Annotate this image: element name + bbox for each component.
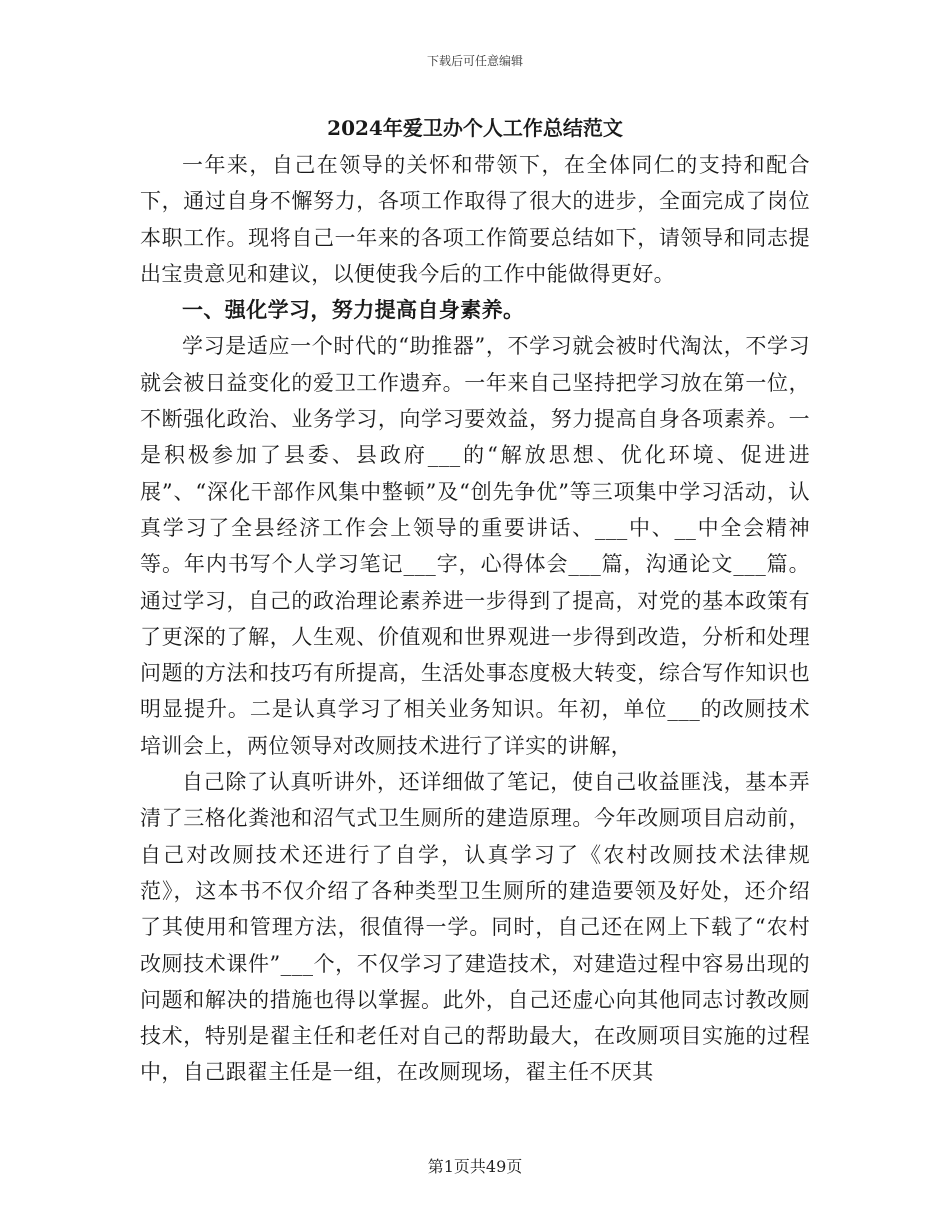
body-paragraph: 自己除了认真听讲外，还详细做了笔记，使自己收益匪浅，基本弄清了三格化粪池和沼气式卫生厕所的建造原理。今年改厕项目启动前，自己对改厕技术还进行了自学，认真学习了《农村改厕技术法律规范》，这本书不仅介绍了各种类型卫生厕所的建造要领及好处，还介绍了其使用和管理方法，很值得一学。同时，自己还在网上下载了“农村改厕技术课件”___个，不仅学习了建造技术，对建造过程中容易出现的问题和解决的措施也得以掌握。此外，自己还虚心向其他同志讨教改厕技术，特别是翟主任和老任对自己的帮助最大，在改厕项目实施的过程中，自己跟翟主任是一组，在改厕现场，翟主任不厌其 [140, 770, 810, 1085]
body-paragraph: 学习是适应一个时代的“助推器”，不学习就会被时代淘汰，不学习就会被日益变化的爱卫工作遗弃。一年来自己坚持把学习放在第一位，不断强化政治、业务学习，向学习要效益，努力提高自身各项素养。一是积极参加了县委、县政府___的“解放思想、优化环境、促进进展”、“深化干部作风集中整顿”及“创先争优”等三项集中学习活动，认真学习了全县经济工作会上领导的重要讲话、___中、__中全会精神等。年内书写个人学习笔记___字，心得体会___篇，沟通论文___篇。通过学习，自己的政治理论素养进一步得到了提高，对党的基本政策有了更深的了解，人生观、价值观和世界观进一步得到改造，分析和处理问题的方法和技巧有所提高，生活处事态度极大转变，综合写作知识也明显提升。二是认真学习了相关业务知识。年初，单位___的改厕技术培训会上，两位领导对改厕技术进行了详实的讲解， [140, 334, 810, 758]
section-heading: 一、强化学习，努力提高自身素养。 [182, 297, 525, 323]
page-number: 第1页共49页 [427, 1157, 523, 1176]
document-body [140, 147, 810, 1091]
header-note: 下载后可任意编辑 [426, 54, 523, 68]
document-title: 2024年爱卫办个人工作总结范文 [327, 116, 623, 140]
intro-paragraph: 一年来，自己在领导的关怀和带领下，在全体同仁的支持和配合下，通过自身不懈努力，各项工作取得了很大的进步，全面完成了岗位本职工作。现将自己一年来的各项工作简要总结如下，请领导和同志提出宝贵意见和建议，以便使我今后的工作中能做得更好。 [140, 153, 810, 286]
